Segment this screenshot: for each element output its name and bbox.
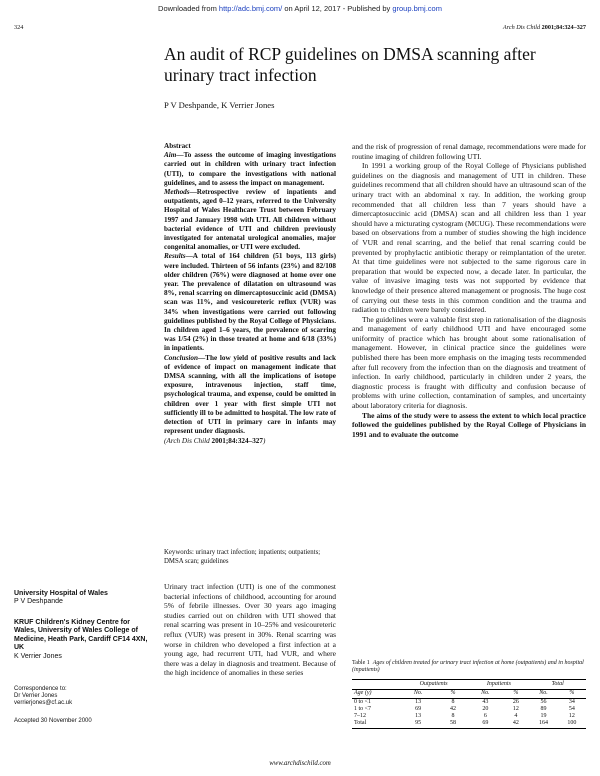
footer-url[interactable]: www.archdischild.com <box>269 760 331 767</box>
body-paragraph-2: In 1991 a working group of the Royal College of Physicians published guidelines on the diagnosis and management of UTI in children. These guidelines recommend that all children should have an ultrasound scan of the urinary tract with an abdominal x ray. In addition, the working group recommended that all children less than 7 years should have a dimercaptosuccinic acid (DMSA) scan and all children less than 1 year should have a micturating cystogram (MCUG). These recommendations were based on observations from a number of studies showing the high incidence of VUR and renal scarring, and the belief that renal scarring could be prevented by prophylactic antibiotic therapy or reimplantation of the ureter. At that time guidelines were not subjected to the same rigorous care in preparation that would be expected now, a decade later. In particular, the value of invasive imaging tests was not supported by evidence that knowledge of their presence altered management or prognosis. The huge cost of carrying out these tests in this common condition and the trauma and radiation to children were barely considered. <box>352 161 586 315</box>
cell-in-pct: 26 <box>512 698 519 705</box>
abstract-citation: (Arch Dis Child 2001;84:324–327) <box>164 436 266 445</box>
abstract-heading: Abstract <box>164 142 191 150</box>
abstract-results-label: Results <box>164 252 186 261</box>
abstract-results-text: —A total of 164 children (51 boys, 113 girls) were included. Thirteen of 56 infants (23%) and 82/108 older children (76%) were diagnosed at home over one year. The prevalence of dilatation on ultrasound was 8%, renal scarring on dimercaptosuccinic acid (DMSA) scan was 11%, and vesicoureteric reflux (VUR) was 34% when investigations were carried out following guidelines published by the Royal College of Physicians. In children aged 1–6 years, the prevalence of scarring was 1/54 (2%) in those treated at home and 6/18 (33%) in inpatients. <box>164 252 336 353</box>
page-number: 324 <box>14 24 24 31</box>
table-row <box>352 720 586 729</box>
cell-in-no: 69 <box>468 720 502 729</box>
abstract-citation-ref: 2001;84:324–327 <box>211 436 263 445</box>
cell-tot-no: 164 <box>529 720 557 729</box>
table-row <box>352 698 586 706</box>
cell-out-no: 13 <box>415 698 422 705</box>
journal-name: Arch Dis Child <box>502 24 541 31</box>
cell-out-pct: 8 <box>451 698 455 705</box>
journal-ref: 2001;84:324–327 <box>541 24 586 31</box>
body-paragraph-3: The guidelines were a valuable first step in rationalisation of the diagnosis and management of early childhood UTI and have encouraged some uniformity of practice which has brought about some rationalisation of management. However, in clinical practice since the guidelines were published there has been more emphasis on the imaging tests recommended after full recovery from the infection than on the diagnosis and treatment of infection. In early childhood, particularly in children under 2 years, the diagnostic process is fraught with difficulty and confusion because of problems with urine collection, contamination of samples, and uncertainty about laboratory criteria for diagnosis. <box>352 314 586 411</box>
correspondence-email[interactable]: verrierjones@cf.ac.uk <box>14 700 73 707</box>
abstract-methods-text: —Retrospective review of inpatients and outpatients, aged 0–12 years, referred to the University Hospital of Wales Healthcare Trust between February 1997 and January 1998 with UTI. All children without bacterial evidence of UTI and children previously investigated for antenatal urological anomalies, major congenital anomalies, or UTI were excluded. <box>164 188 336 252</box>
cell-in-pct: 42 <box>502 720 529 729</box>
cell-tot-pct: 54 <box>568 705 575 712</box>
authors: P V Deshpande, K Verrier Jones <box>164 100 275 110</box>
affiliation-2-institution: KRUF Children's Kidney Centre for Wales, University of Wales College of Medicine, Heath Park, Cardiff CF14 4XN, UK <box>14 619 148 652</box>
cell-in-pct: 12 <box>512 705 519 712</box>
body-paragraph-1: and the risk of progression of renal damage, recommendations were made for routine imaging of children following UTI. <box>352 142 586 161</box>
site-link[interactable]: http://adc.bmj.com/ <box>218 4 283 13</box>
col-group-total: Total <box>529 679 586 689</box>
affiliation-1-institution: University Hospital of Wales <box>14 590 108 597</box>
banner-prefix: Downloaded from <box>158 4 219 13</box>
cell-out-no: 69 <box>415 705 422 712</box>
cell-tot-pct: 100 <box>558 720 586 729</box>
cell-age: Total <box>352 720 399 729</box>
cell-out-no: 95 <box>399 720 438 729</box>
cell-tot-no: 56 <box>540 698 547 705</box>
cell-out-pct: 58 <box>438 720 469 729</box>
table-1 <box>352 660 586 729</box>
cell-tot-no: 19 <box>540 712 547 719</box>
abstract-citation-journal: Arch Dis Child <box>166 436 210 445</box>
col-in-no: No. <box>468 689 502 698</box>
affiliation-1-person: P V Deshpande <box>14 598 63 606</box>
journal-citation <box>503 24 586 31</box>
cell-in-no: 20 <box>482 705 489 712</box>
col-tot-pct: % <box>558 689 586 698</box>
cell-in-no: 6 <box>483 712 487 719</box>
abstract-aim-label: Aim <box>164 151 177 160</box>
table-caption-text: Ages of children treated for urinary tract infection at home (outpatients) and in hospital (inpatients) <box>352 660 584 674</box>
cell-out-pct: 8 <box>451 712 455 719</box>
accepted-date: Accepted 30 November 2000 <box>14 718 92 724</box>
col-group-inpatients: Inpatients <box>468 679 529 689</box>
table-row <box>352 713 586 720</box>
cell-age: 1 to <7 <box>354 705 372 712</box>
publisher-link[interactable]: group.bmj.com <box>392 4 442 13</box>
abstract-aim-text: —To assess the outcome of imaging investigations carried out in children with urinary tract infection (UTI), to compare the investigations with national guidelines, and to assess the impact on management. <box>164 151 336 187</box>
abstract-conclusion-text: —The low yield of positive results and lack of evidence of impact on management indicate that DMSA scanning, with all the implications of isotope exposure, intravenous injection, staff time, psychological trauma, and expense, could be omitted in children over 1 year with first simple UTI not sufficiently ill to be admitted to hospital. The low rate of detection of UTI in primary care in infants may represent under diagnosis. <box>164 353 336 436</box>
correspondence <box>14 686 150 708</box>
table-caption <box>352 660 586 675</box>
col-in-pct: % <box>502 689 529 698</box>
cell-tot-pct: 34 <box>568 698 575 705</box>
article-title: An audit of RCP guidelines on DMSA scanning after urinary tract infection <box>164 44 536 85</box>
cell-tot-no: 89 <box>540 705 547 712</box>
affiliation-1 <box>14 590 150 607</box>
abstract <box>164 142 336 446</box>
intro-paragraph: Urinary tract infection (UTI) is one of the commonest bacterial infections of childhood, accounting for around 5% of febrile illnesses. Over 30 years ago imaging studies carried out on children with UTI showed that renal scarring was present in 10–25% and vesicoureteric reflux (VUR) was present in 30%. Renal scarring was worse in children who developed a first infection at a young age, had recurrent UTI, had VUR, and where there was a delay in diagnosis and treatment. Because of the high incidence of anomalies in these series <box>164 582 336 678</box>
cell-age: 7–12 <box>354 712 366 719</box>
cell-in-pct: 4 <box>514 712 518 719</box>
correspondence-name: Dr Verrier Jones <box>14 693 58 700</box>
cell-age: 0 to <1 <box>354 698 372 705</box>
cell-in-no: 43 <box>482 698 489 705</box>
affiliation-2-person: K Verrier Jones <box>14 652 62 660</box>
table-label: Table 1 <box>352 660 370 666</box>
col-out-no: No. <box>399 689 438 698</box>
cell-tot-pct: 12 <box>568 712 575 719</box>
cell-out-no: 13 <box>415 712 422 719</box>
age-table <box>352 679 586 729</box>
body-right-column <box>352 142 586 439</box>
affiliation-2 <box>14 619 150 661</box>
body-paragraph-aims: The aims of the study were to assess the extent to which local practice followed the guidelines published by the Royal College of Physicians in 1991 and to evaluate the outcome <box>352 410 586 439</box>
table-row <box>352 706 586 713</box>
col-group-outpatients: Outpatients <box>399 679 469 689</box>
download-banner <box>0 4 600 13</box>
abstract-conclusion-label: Conclusion <box>164 353 198 362</box>
abstract-methods-label: Methods <box>164 188 190 197</box>
correspondence-label: Correspondence to: <box>14 686 67 692</box>
keywords: Keywords: urinary tract infection; inpatients; outpatients; DMSA scan; guidelines <box>164 549 321 565</box>
col-out-pct: % <box>438 689 469 698</box>
cell-out-pct: 42 <box>449 705 456 712</box>
running-head <box>14 24 586 34</box>
col-tot-no: No. <box>529 689 557 698</box>
banner-middle: on April 12, 2017 - Published by <box>282 4 393 13</box>
col-age-header: Age (y) <box>352 689 399 698</box>
